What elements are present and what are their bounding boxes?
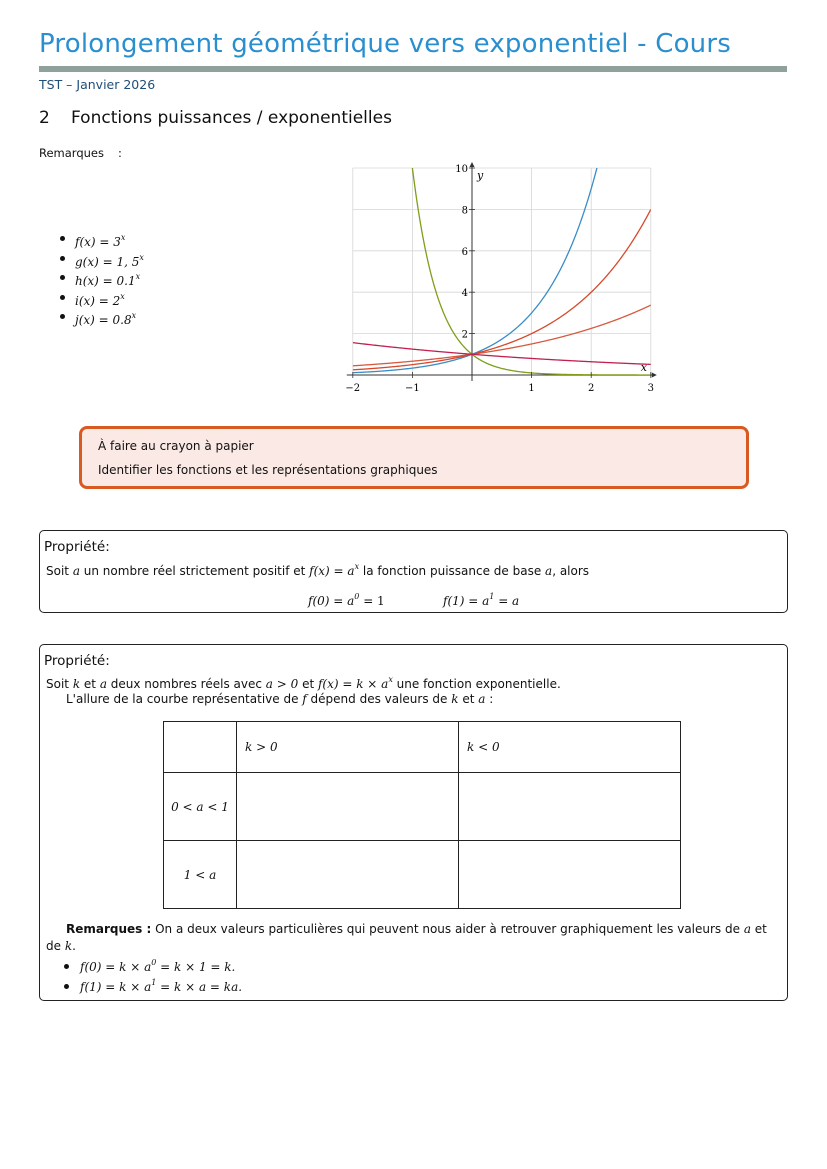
- list-item: g(x) = 1, 5$^x$: [60, 248, 144, 268]
- function-graph: [325, 160, 665, 400]
- series-line: [353, 160, 651, 375]
- x-tick-label: −1: [405, 383, 420, 394]
- x-tick-label: −2: [345, 383, 361, 394]
- y-tick-label: 6: [461, 246, 468, 258]
- table-cell: [237, 841, 459, 909]
- alert-heading: À faire au crayon à papier: [98, 439, 254, 453]
- y-axis-arrow: [470, 162, 475, 167]
- pencil-alert-box: [79, 426, 749, 489]
- x-axis-arrow: [652, 373, 657, 378]
- list-item: $f(1) = k \times a^1 = k \times a$ = ka.: [64, 978, 242, 994]
- property-box: [39, 644, 788, 1001]
- x-tick-label: 1: [528, 383, 535, 394]
- page-title: Prolongement géométrique vers exponentiel - Cours: [39, 29, 731, 59]
- property-heading: Propriété:: [44, 653, 110, 669]
- list-item: $j(x) = 0.8^x$: [60, 306, 144, 326]
- function-list: [60, 228, 144, 326]
- remarks-text: Remarques: [39, 146, 104, 160]
- y-tick-label: 10: [455, 164, 468, 175]
- list-item: $f(0) = k \times a^0 = k \times 1 = k$.: [64, 958, 235, 974]
- remark-line-2: de k.: [46, 939, 76, 953]
- equation-f0: $f(0) = a^0 = 1$: [308, 592, 385, 608]
- title-rule: [39, 66, 787, 72]
- property-statement-2: L'allure de la courbe représentative de f dépend des valeurs de k et a :: [66, 692, 494, 706]
- table-row-header: 1 < a: [164, 841, 237, 909]
- section-title: Fonctions puissances / exponentielles: [71, 108, 392, 128]
- curve-shape-table: [163, 721, 681, 909]
- table-cell: [459, 841, 681, 909]
- x-tick-label: 3: [647, 383, 654, 394]
- section-number: 2: [39, 108, 50, 128]
- remarks-colon: :: [117, 146, 122, 160]
- list-item: $i(x) = 2^x$: [60, 287, 144, 307]
- y-tick-label: 8: [461, 205, 468, 217]
- table-row-header: 0 < a < 1: [164, 773, 237, 841]
- property-statement: Soit k et a deux nombres réels avec a > 0 et $f(x) = k \times a^x$ une fonction exponentielle.: [46, 675, 561, 691]
- x-tick-label: 2: [588, 383, 595, 394]
- table-header: k > 0: [237, 722, 459, 773]
- list-item: $h(x) = 0.1^x$: [60, 267, 144, 287]
- table-cell: [164, 722, 237, 773]
- y-tick-label: 2: [461, 329, 468, 341]
- alert-body: Identifier les fonctions et les représentations graphiques: [98, 463, 438, 477]
- y-tick-label: 4: [461, 288, 468, 300]
- equation-f1: $f(1) = a^1 = a$: [443, 592, 520, 608]
- property-statement: Soit a un nombre réel strictement positif et $f(x) = a^x$ la fonction puissance de base a, alors: [46, 562, 590, 578]
- series-line: [353, 160, 651, 373]
- table-cell: [237, 773, 459, 841]
- table-header: k < 0: [459, 722, 681, 773]
- table-cell: [459, 773, 681, 841]
- property-box: [39, 530, 788, 613]
- list-item: $f(x) = 3^x$: [60, 228, 144, 248]
- remarks-label: [39, 146, 122, 160]
- property-heading: Propriété:: [44, 539, 110, 555]
- page-subtitle: TST – Janvier 2026: [39, 77, 156, 92]
- section-heading: [39, 108, 392, 128]
- series-line: [353, 209, 651, 369]
- y-axis-label: y: [477, 169, 484, 182]
- x-axis-label: x: [640, 361, 648, 374]
- remark-line: Remarques : On a deux valeurs particulières qui peuvent nous aider à retrouver graphiquement les valeurs de a et: [66, 922, 767, 936]
